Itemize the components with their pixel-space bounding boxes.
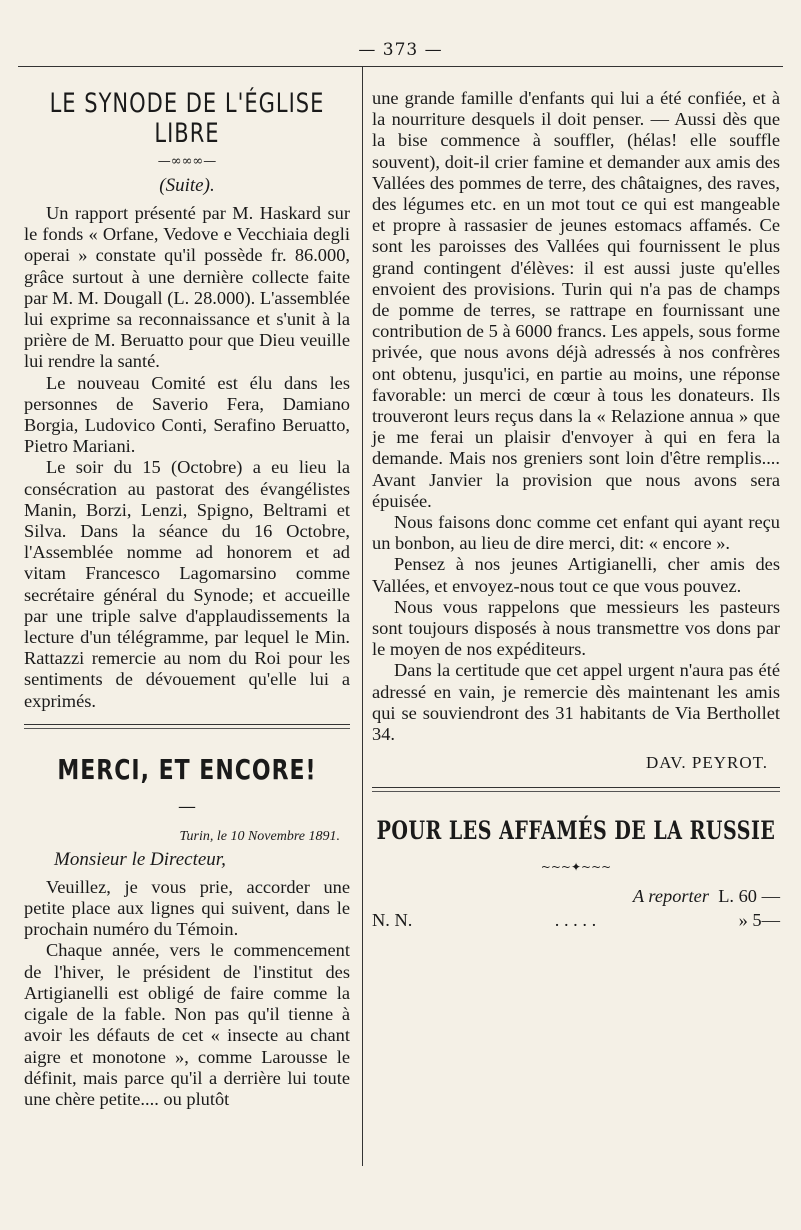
donation-amount: » 5— — [738, 910, 780, 931]
letter-paragraph: Pensez à nos jeunes Artigianelli, cher amis des Vallées, et envoyez-nous tout ce que vous pouvez. — [372, 554, 780, 596]
wave-ornament: ~~~✦~~~ — [540, 860, 612, 875]
signature: DAV. PEYROT. — [645, 753, 768, 773]
letter-paragraph: Nous faisons donc comme cet enfant qui ayant reçu un bonbon, au lieu de dire merci, dit: « encore ». — [372, 512, 780, 554]
section-divider — [24, 728, 350, 729]
page-number: — 373 — — [358, 40, 443, 60]
section-divider — [372, 787, 780, 788]
russia-title: POUR LES AFFAMÉS DE LA RUSSIE — [376, 816, 776, 846]
synod-paragraph: Le soir du 15 (Octobre) a eu lieu la consécration au pastorat des évangélistes Manin, Borzi, Lenzi, Spigno, Beltrami et Silva. Dans la séance du 16 Octobre, l'Assemblée nomme ad honorem et ad vitam Francesco Lagomarsino comme secrétaire général du Synode; et accueille par une triple salve d'applaudissements la lecture d'un télégramme, par lequel le Min. Rattazzi remercie au nom du Roi pour les sentiments de dévouement qu'elle lui a exprimés. — [24, 457, 350, 711]
donor-name: N. N. — [372, 910, 413, 931]
letter-salutation: Monsieur le Directeur, — [54, 848, 226, 870]
letter-date: Turin, le 10 Novembre 1891. — [179, 828, 340, 844]
letter-paragraph: Dans la certitude que cet appel urgent n'aura pas été adressé en vain, je remercie dès maintenant les amis qui se souviendront des 31 habitants de Via Berthollet 34. — [372, 660, 780, 745]
column-rule — [362, 66, 363, 1166]
report-amount: L. 60 — — [718, 886, 780, 907]
report-row — [372, 884, 780, 908]
letter-title: MERCI, ET ENCORE! — [57, 754, 317, 787]
right-column — [372, 88, 780, 932]
leader-dots: . . . . . — [554, 910, 597, 931]
letter-paragraph: Chaque année, vers le commencement de l'hiver, le président de l'institut des Artigianelli est obligé de faire comme la cigale de la fable. Non pas qu'il tienne à avoir les défauts de cet « insecte au chant aigre et monotone », comme Larousse le définit, mais parce qu'il a derrière lui toute une chère petite.... ou plutôt — [24, 940, 350, 1109]
letter-paragraph: Nous vous rappelons que messieurs les pasteurs sont toujours disposés à nous transmettre vos dons par le moyen de nos expéditeurs. — [372, 596, 780, 660]
suite-subtitle: (Suite). — [159, 175, 215, 196]
donation-row — [372, 908, 780, 932]
title-dash: — — [178, 795, 196, 817]
section-divider — [24, 724, 350, 725]
section-divider — [372, 791, 780, 792]
letter-paragraph: Veuillez, je vous prie, accorder une petite place aux lignes qui suivent, dans le prochain numéro du Témoin. — [24, 876, 350, 940]
synod-title: LE SYNODE DE L'ÉGLISE LIBRE — [49, 88, 325, 148]
left-column — [24, 88, 350, 1110]
synod-paragraph: Le nouveau Comité est élu dans les personnes de Saverio Fera, Damiano Borgia, Ludovico Conti, Serafino Beruatto, Pietro Mariani. — [24, 372, 350, 457]
ornament: —∞∞∞— — [157, 154, 217, 169]
report-label: A reporter — [632, 886, 709, 907]
synod-paragraph: Un rapport présenté par M. Haskard sur le fonds « Orfane, Vedove e Vecchiaia degli operai » constate qu'il possède fr. 86.000, grâce surtout à une dernière collecte faite par M. M. Dougall (L. 28.000). L'assemblée lui exprime sa reconnaissance et s'unit à la prière de M. Beruatto pour que Dieu veuille lui rendre la santé. — [24, 203, 350, 372]
letter-continuation: une grande famille d'enfants qui lui a été confiée, et à la nourriture desquels il doit penser. — Aussi dès que la bise commence à souffler, (hélas! elle souffle souvent), doit-il crier famine et demander aux amis des Vallées des pommes de terre, des châtaignes, des raves, des légumes etc. en un mot tout ce qui est mangeable et propre à rassasier de jeunes estomacs affamés. Ce sont les paroisses des Vallées qui fournissent le plus grand contingent d'élèves: il est aussi juste qu'elles envoient des provisions. Turin qui n'a pas de champs de pomme de terres, se rattrape en fournissant une contribution de 5 à 6000 francs. Les appels, sous forme privée, que nous avons déjà adressés à nos confrères ont obtenu, jusqu'ici, en partie au moins, une réponse favorable: un merci de cœur à tous les donateurs. Ils trouveront leurs reçus dans la « Relazione annua » que je me ferai un plaisir d'envoyer à qui en fera la demande. Mais nos greniers sont loin d'être remplis.... Avant Janvier la provision que nous avons sera épuisée. — [372, 88, 780, 511]
top-rule — [18, 66, 783, 67]
